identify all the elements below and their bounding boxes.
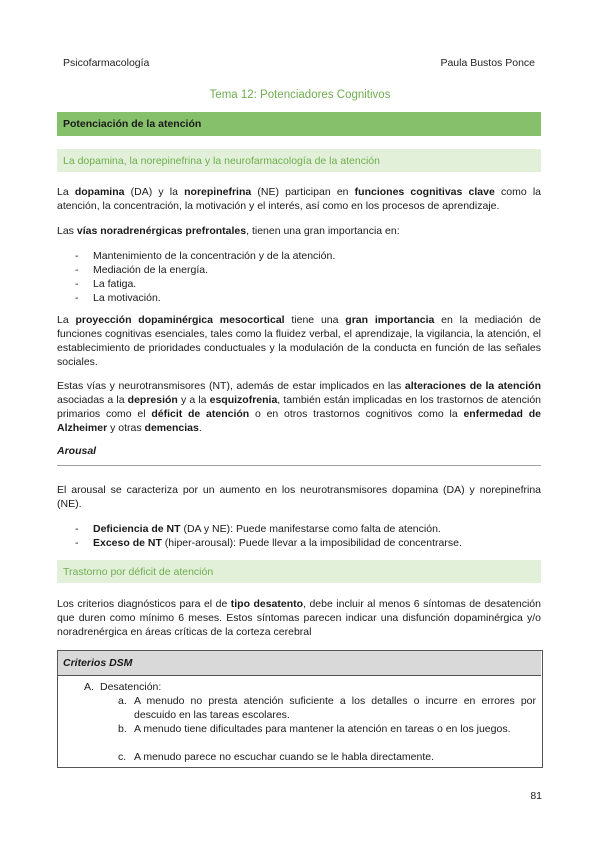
divider xyxy=(57,465,541,466)
dsm-group-label: Desatención: xyxy=(100,681,162,693)
page-title: Tema 12: Potenciadores Cognitivos xyxy=(209,89,391,101)
section-heading-1-label: La dopamina, la norepinefrina y la neurofarmacología de la atención xyxy=(63,155,380,167)
dsm-item-marker: a. xyxy=(118,695,127,707)
paragraph-4: Estas vías y neurotransmisores (NT), además de estar implicados en las alteraciones de la atención asociadas a la depresión y a la esquizofrenia, también están implicadas en los trastornos de atención primarios como el déficit de atención o en otros trastornos cognitivos como la enfermedad de Alzheimer y otras demencias. xyxy=(57,380,541,434)
section-heading-1 xyxy=(57,149,541,172)
dsm-criteria-heading: Criterios DSM xyxy=(63,657,133,669)
dsm-item-marker: b. xyxy=(118,723,127,735)
paragraph-3: La proyección dopaminérgica mesocortical tiene una gran importancia en la mediación de funciones cognitivas esenciales, tales como la fluidez verbal, el aprendizaje, la vigilancia, la atención, el establecimiento de prioridades conductuales y la modulación de la conducta en función de las señales sociales. xyxy=(57,314,541,368)
dsm-item-marker: c. xyxy=(118,751,127,763)
section-heading-main-label: Potenciación de la atención xyxy=(63,118,202,130)
dsm-item-text: A menudo no presta atención suficiente a los detalles o incurre en errores por descuido en las tareas escolares. xyxy=(134,695,536,721)
dsm-group-marker: A. xyxy=(84,681,94,693)
section-heading-2 xyxy=(57,560,541,583)
dsm-criteria-header xyxy=(58,651,541,676)
header-right: Paula Bustos Ponce xyxy=(440,57,535,69)
arousal-heading: Arousal xyxy=(57,445,97,457)
section-heading-2-label: Trastorno por déficit de atención xyxy=(63,566,214,578)
paragraph-5: El arousal se caracteriza por un aumento en los neurotransmisores dopamina (DA) y norepinefrina (NE). xyxy=(57,484,541,510)
paragraph-6: Los criterios diagnósticos para el de tipo desatento, debe incluir al menos 6 síntomas de desatención que duren como mínimo 6 meses. Estos síntomas parecen indicar una disfunción dopaminérgica y/o noradrenérgica en áreas críticas de la corteza cerebral xyxy=(57,598,541,638)
section-heading-main xyxy=(57,112,541,136)
header-left: Psicofarmacología xyxy=(63,57,150,69)
dsm-item-text: A menudo parece no escuchar cuando se le habla directamente. xyxy=(134,751,435,763)
document-page: Psicofarmacología Paula Bustos Ponce Tema 12: Potenciadores Cognitivos Potenciación de la atención La dopamina, la norepinefrina y la neurofarmacología de la atención La dopamina (DA) y la norepinefrina (NE) participan en funciones cognitivas clave como la atención, la concentración, la motivación y el interés, así como en los procesos de aprendizaje. Las vías noradrenérgicas prefrontales, tienen una gran importancia en: - Mantenimiento de la concentración y de la atención. - Mediación de la energía. - La fatiga. - La motivación. La proyección dopaminérgica mesocortical tiene una gran importancia en la mediación de funciones cognitivas esenciales, tales como la fluidez verbal, el aprendizaje, la vigilancia, la atención, el establecimiento de prioridades conductuales y la modulación de la conducta en función de las señales sociales. Estas vías y neurotransmisores (NT), además de estar implicados en las alteraciones de la atención asociadas a la depresión y a la esquizofrenia, también están implicadas en los trastornos de atención primarios como el déficit de atención o en otros trastornos cognitivos como la enfermedad de Alzheimer y otras demencias. Arousal El arousal se caracteriza por un aumento en los neurotransmisores dopamina (DA) y norepinefrina (NE). - Deficiencia de NT (DA y NE): Puede manifestarse como falta de atención. - Exceso de NT (hiper-arousal): Puede llevar a la imposibilidad de concentrarse. Trastorno por déficit de atención Los criterios diagnósticos para el de tipo desatento, debe incluir al menos 6 síntomas de desatención que duren como mínimo 6 meses. Estos síntomas parecen indicar una disfunción dopaminérgica y/o noradrenérgica en áreas críticas de la corteza cerebral Criterios DSM A. Desatención: a. A menudo no presta atención suficiente a los detalles o incurre en errores por descuido en las tareas escolares. b. A menudo tiene dificultades para mantener la atención en tareas o en los juegos. c. A menudo parece no escuchar cuando se le habla directamente. 81 xyxy=(0,0,600,848)
page-number: 81 xyxy=(530,790,542,802)
paragraph-2: Las vías noradrenérgicas prefrontales, tienen una gran importancia en: xyxy=(57,225,400,237)
dsm-item-text: A menudo tiene dificultades para mantener la atención en tareas o en los juegos. xyxy=(134,723,511,735)
paragraph-1: La dopamina (DA) y la norepinefrina (NE) participan en funciones cognitivas clave como la atención, la concentración, la motivación y el interés, así como en los procesos de aprendizaje. xyxy=(57,186,541,212)
